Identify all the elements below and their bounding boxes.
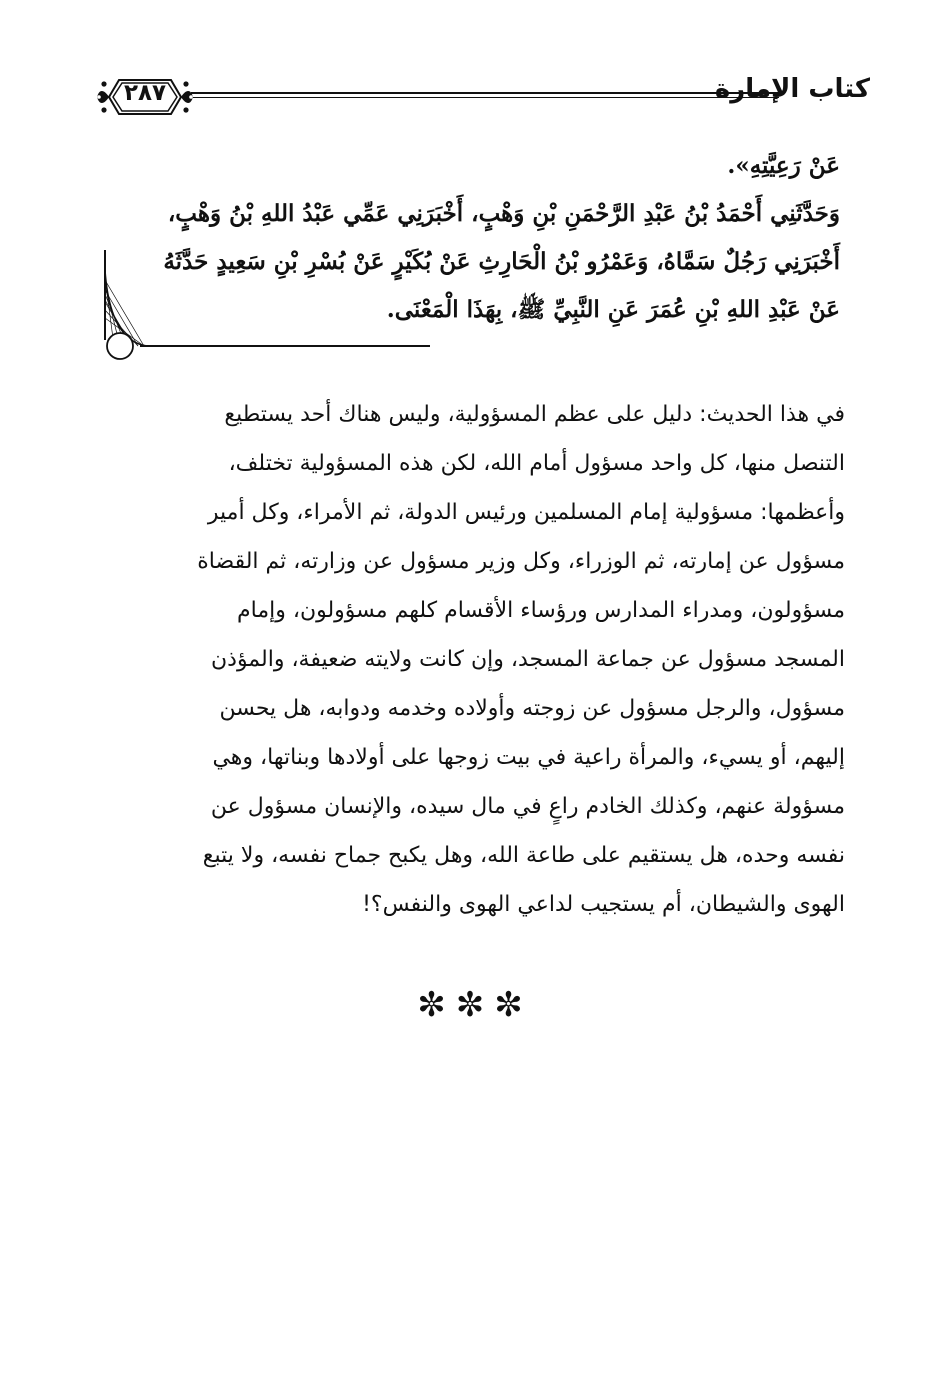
commentary-text	[95, 390, 845, 929]
hadith-line: عَنْ عَبْدِ اللهِ بْنِ عُمَرَ عَنِ النَّبِيِّ ﷺ، بِهَذَا الْمَعْنَى.	[386, 296, 840, 323]
commentary-line: مسؤولة عنهم، وكذلك الخادم راعٍ في مال سيده، والإنسان مسؤول عن	[210, 794, 845, 819]
header-rule	[191, 92, 779, 100]
page-number-badge	[95, 68, 195, 126]
commentary-line: مسؤول، والرجل مسؤول عن زوجته وأولاده وخدمه ودوابه، هل يحسن	[219, 696, 845, 721]
book-title: كتاب الإمارة	[714, 74, 870, 104]
commentary-line: المسجد مسؤول عن جماعة المسجد، وإن كانت ولايته ضعيفة، والمؤذن	[210, 647, 845, 672]
page-number: ٢٨٧	[123, 80, 167, 106]
commentary-line: وأعظمها: مسؤولية إمام المسلمين ورئيس الدولة، ثم الأمراء، وكل أمير	[207, 500, 845, 525]
corner-ornament-icon	[100, 250, 440, 360]
hadith-line: أَخْبَرَنِي رَجُلٌ سَمَّاهُ، وَعَمْرُو بْنُ الْحَارِثِ عَنْ بُكَيْرٍ عَنْ بُسْرِ بْنِ سَعِيدٍ حَدَّثَهُ	[163, 248, 840, 275]
commentary-line: في هذا الحديث: دليل على عظم المسؤولية، وليس هناك أحد يستطيع	[224, 402, 845, 427]
commentary-line: الهوى والشيطان، أم يستجيب لداعي الهوى والنفس؟!	[362, 892, 845, 917]
section-separator-stars: ✼✼✼	[417, 985, 533, 1025]
commentary-line: مسؤولون، ومدراء المدارس ورؤساء الأقسام كلهم مسؤولون، وإمام	[237, 598, 845, 623]
hadith-line: وَحَدَّثَنِي أَحْمَدُ بْنُ عَبْدِ الرَّحْمَنِ بْنِ وَهْبٍ، أَخْبَرَنِي عَمِّي عَبْدُ اللهِ بْنُ وَهْبٍ،	[167, 200, 840, 227]
commentary-line: التنصل منها، كل واحد مسؤول أمام الله، لكن هذه المسؤولية تختلف،	[228, 451, 845, 476]
commentary-line: إليهم، أو يسيء، والمرأة راعية في بيت زوجها على أولادها وبناتها، وهي	[212, 745, 845, 770]
commentary-line: مسؤول عن إمارته، ثم الوزراء، وكل وزير مسؤول عن وزارته، ثم القضاة	[197, 549, 845, 574]
commentary-line: نفسه وحده، هل يستقيم على طاعة الله، وهل يكبح جماح نفسه، ولا يتبع	[202, 843, 845, 868]
page-header	[95, 62, 870, 134]
hadith-line: عَنْ رَعِيَّتِهِ».	[727, 152, 840, 179]
